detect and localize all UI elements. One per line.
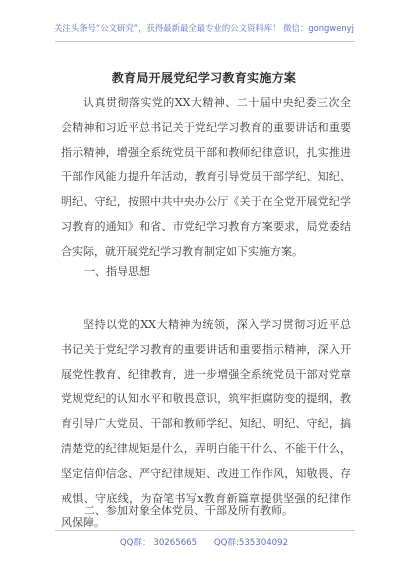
section-heading-participants: 二、参加对象全体党员、干部及所有教师。 [84,504,293,517]
body-paragraph-intro: 认真贯彻落实党的XX大精神、二十届中央纪委三次全会精神和习近平总书记关于党纪学习教育的重要讲话和重要指示精神，增强全系统党员干部和教师纪律意识，扎实推进干部作风能力提升年活动，教育引导党员干部学纪、知纪、明纪、守纪，按照中共中央办公厅《关于在全党开展党纪学习教育的通知》和省、市党纪学习教育方案要求，局党委结合实际，就开展党纪学习教育制定如下实施方案。 [61,96,351,258]
footer-qq-group-1: QQ群： 30265665 [119,538,198,548]
document-title: 教育局开展党纪学习教育实施方案 [111,71,297,85]
header-divider [55,41,355,42]
footer-qq-group-2: QQ群:535304092 [213,538,289,548]
footer-divider [55,530,355,531]
section-heading-guiding-ideology: 一、指导思想 [84,265,150,278]
footer-contact [0,536,408,548]
body-paragraph-guiding-ideology: 坚持以党的XX大精神为统领，深入学习贯彻习近平总书记关于党纪学习教育的重要讲话和重要指示精神，深入开展党性教育、纪律教育，进一步增强全系统党员干部对党章党规党纪的认知水平和敬畏意识，筑牢拒腐防变的提纲，教育引导广大党员、干部和教师学纪、知纪、明纪、守纪，搞清楚党的纪律规矩是什么，弄明白能干什么、不能干什么，坚定信仰信念、严守纪律规矩、改进工作作风，知敬畏、存戒惧、守底线，为奋笔书写x教育新篇章提供坚强的纪律作风保障。 [61,318,351,530]
header-banner: 关注头条号“公文研究”，获得最新最全最专业的公文资料库！ 微信：gongwenyj [54,23,354,33]
